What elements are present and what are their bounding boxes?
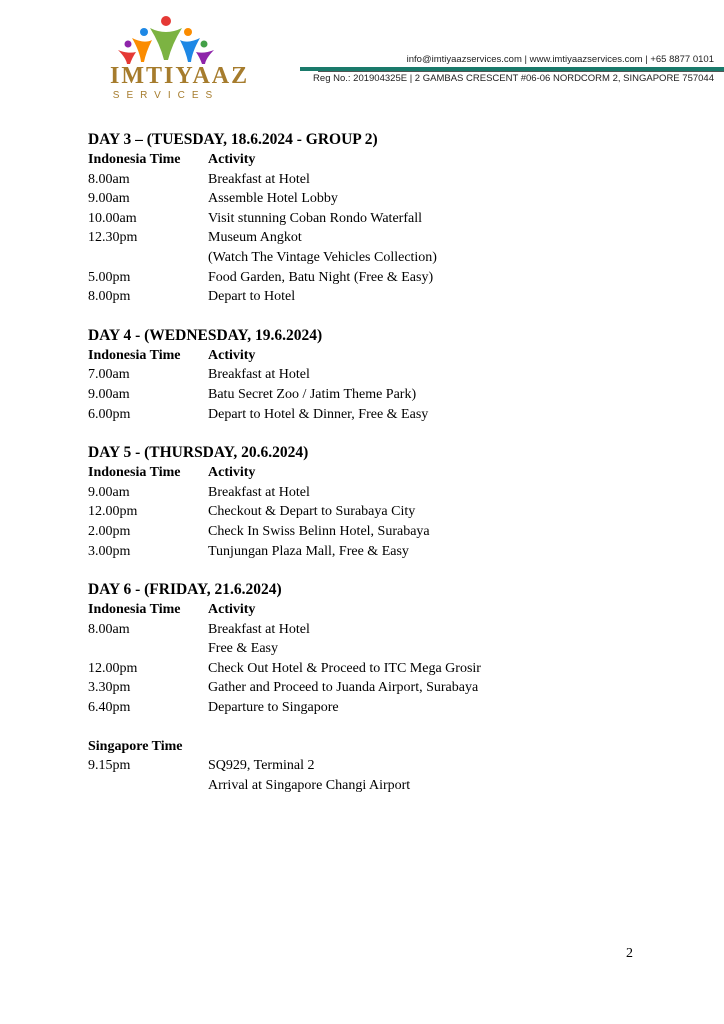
day-section: [88, 580, 648, 718]
page-number: 2: [626, 946, 633, 961]
activity-cell: (Watch The Vintage Vehicles Collection): [208, 249, 437, 265]
time-header: Indonesia Time: [88, 602, 181, 618]
schedule-row: [88, 170, 648, 190]
day-section: [88, 130, 648, 307]
logo-figures-icon: [110, 14, 222, 66]
activity-cell: Assemble Hotel Lobby: [208, 191, 338, 207]
activity-header: Activity: [208, 602, 256, 618]
time-cell: 8.00pm: [88, 289, 131, 305]
schedule-row: [88, 659, 648, 679]
time-header: Indonesia Time: [88, 347, 181, 363]
activity-cell: Gather and Proceed to Juanda Airport, Surabaya: [208, 680, 479, 696]
schedule-row: [88, 620, 648, 640]
time-cell: 7.00am: [88, 367, 130, 383]
activity-cell: Food Garden, Batu Night (Free & Easy): [208, 269, 434, 285]
time-cell: 12.30pm: [88, 230, 138, 246]
schedule-row: [88, 268, 648, 288]
schedule-row: [88, 209, 648, 229]
activity-cell: Depart to Hotel & Dinner, Free & Easy: [208, 406, 429, 422]
column-header-row: [88, 463, 648, 483]
time-cell: 9.00am: [88, 191, 130, 207]
time-cell: 9.00am: [88, 386, 130, 402]
activity-cell: Breakfast at Hotel: [208, 484, 310, 500]
time-cell: 12.00pm: [88, 504, 138, 520]
time-cell: [88, 248, 208, 268]
schedule-row: [88, 248, 648, 268]
registration-line: Reg No.: 201904325E | 2 GAMBAS CRESCENT #06-06 NORDCORM 2, SINGAPORE 757044: [313, 73, 714, 84]
schedule-row: [88, 287, 648, 307]
time-cell: 9.15pm: [88, 758, 131, 774]
schedule-row: [88, 639, 648, 659]
activity-cell: Visit stunning Coban Rondo Waterfall: [208, 210, 422, 226]
schedule-row: [88, 698, 648, 718]
activity-header: Activity: [208, 465, 256, 481]
day-title: DAY 5 - (THURSDAY, 20.6.2024): [88, 444, 309, 462]
time-cell: 10.00am: [88, 210, 137, 226]
activity-cell: Arrival at Singapore Changi Airport: [208, 777, 411, 793]
column-header-row: [88, 600, 648, 620]
time-cell: 5.00pm: [88, 269, 131, 285]
activity-cell: Tunjungan Plaza Mall, Free & Easy: [208, 543, 409, 559]
time-cell: 2.00pm: [88, 523, 131, 539]
logo-subtitle: SERVICES: [112, 90, 220, 101]
activity-cell: Checkout & Depart to Surabaya City: [208, 504, 416, 520]
schedule-row: [88, 385, 648, 405]
schedule-row: [88, 502, 648, 522]
day-section: [88, 443, 648, 561]
column-header-row: [88, 150, 648, 170]
day-title: DAY 3 – (TUESDAY, 18.6.2024 - GROUP 2): [88, 131, 378, 148]
time-cell: 8.00am: [88, 171, 130, 187]
activity-cell: Batu Secret Zoo / Jatim Theme Park): [208, 386, 417, 402]
schedule-row: [88, 483, 648, 503]
activity-header: Activity: [208, 152, 256, 167]
activity-cell: Museum Angkot: [208, 230, 302, 246]
time-header: Indonesia Time: [88, 152, 181, 167]
activity-cell: Breakfast at Hotel: [208, 171, 310, 187]
activity-cell: Depart to Hotel: [208, 289, 296, 305]
day-title: DAY 4 - (WEDNESDAY, 19.6.2024): [88, 326, 323, 344]
logo-wordmark: IMTIYAAZ: [110, 63, 250, 89]
activity-cell: Free & Easy: [208, 641, 278, 657]
activity-cell: Departure to Singapore: [208, 700, 339, 716]
schedule-row: [88, 542, 648, 562]
time-cell: [88, 639, 208, 659]
schedule-row: [88, 776, 648, 796]
company-logo: [110, 14, 250, 102]
time-cell: 3.30pm: [88, 680, 131, 696]
schedule-row: [88, 756, 648, 776]
schedule-row: [88, 522, 648, 542]
time-cell: [88, 776, 208, 796]
activity-cell: Breakfast at Hotel: [208, 621, 310, 637]
schedule-row: [88, 189, 648, 209]
time-cell: 12.00pm: [88, 660, 138, 676]
day-title: DAY 6 - (FRIDAY, 21.6.2024): [88, 581, 282, 599]
time-cell: 6.40pm: [88, 700, 131, 716]
contact-line: info@imtiyaazservices.com | www.imtiyaazservices.com | +65 8877 0101: [406, 54, 714, 65]
day-section: [88, 326, 648, 424]
time-cell: 8.00am: [88, 621, 130, 637]
schedule-row: [88, 405, 648, 425]
time-cell: 3.00pm: [88, 543, 131, 559]
schedule-row: [88, 678, 648, 698]
activity-header: Activity: [208, 347, 256, 363]
time-cell: 9.00am: [88, 484, 130, 500]
time-cell: 6.00pm: [88, 406, 131, 422]
singapore-time-header: Singapore Time: [88, 738, 183, 754]
header-rule-thin: [318, 71, 724, 72]
schedule-row: [88, 365, 648, 385]
itinerary: [88, 130, 648, 795]
column-header-row: [88, 346, 648, 366]
activity-cell: Check In Swiss Belinn Hotel, Surabaya: [208, 523, 430, 539]
singapore-section: [88, 737, 648, 796]
activity-cell: SQ929, Terminal 2: [208, 758, 315, 774]
schedule-row: [88, 228, 648, 248]
time-header: Indonesia Time: [88, 465, 181, 481]
activity-cell: Check Out Hotel & Proceed to ITC Mega Grosir: [208, 660, 481, 676]
activity-cell: Breakfast at Hotel: [208, 367, 310, 383]
